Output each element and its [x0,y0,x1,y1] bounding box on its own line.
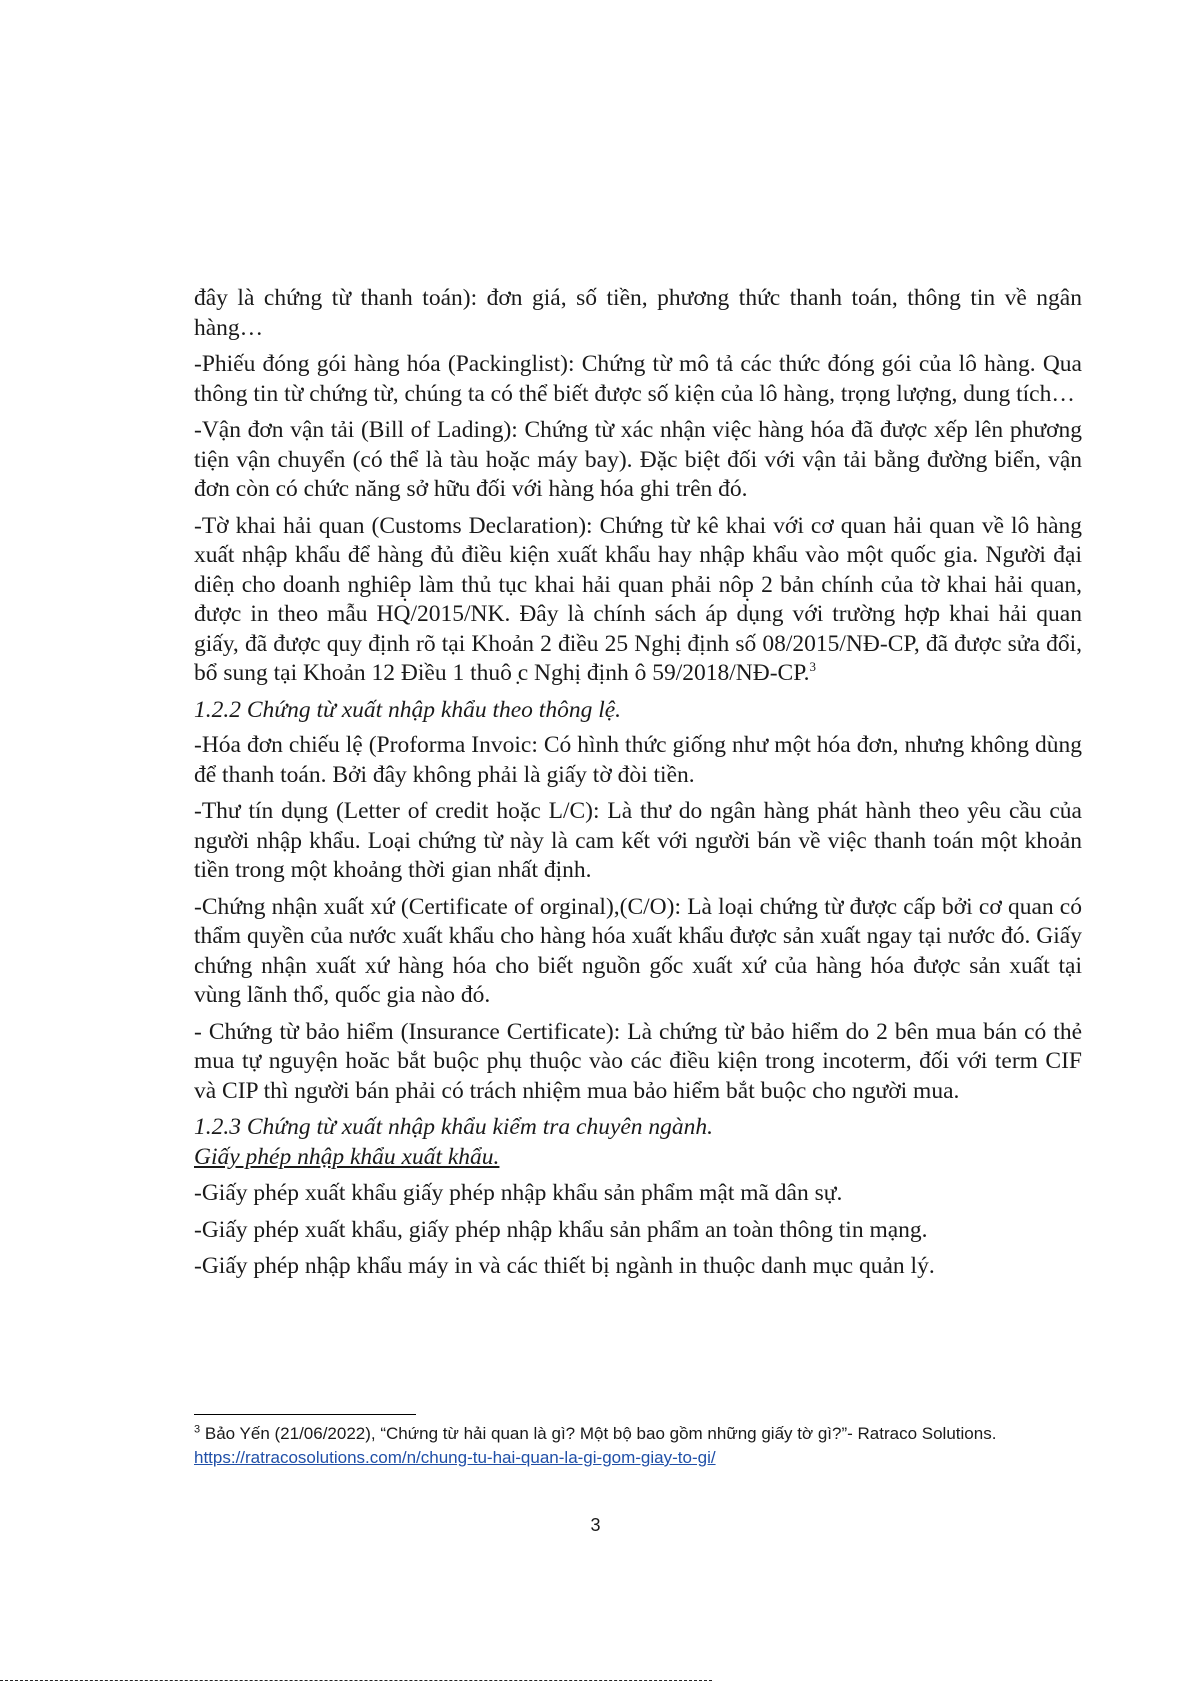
section-heading-1-2-3: 1.2.3 Chứng từ xuất nhập khẩu kiểm tra chuyên ngành. [194,1114,714,1140]
customs-declaration-text: -Tờ khai hải quan (Customs Declaration): Chứng từ kê khai với cơ quan hải quan về lô hàng xuất nhập khẩu để hàng đủ điều kiện xuất khẩu hay nhập khẩu vào một quốc gia. Người đại diêṇ cho doanh nghiêp̣ làm thủ tục khai hải quan phải nôp̣ 2 bản chính của tờ khai hải quan, được in theo mẫu HQ/2015/NK. Đây là chính sách áp dụng với trường hợp khai hải quan giấy, đã được quy định rõ tại Khoản 2 điều 25 Nghị định số 08/2015/NĐ-CP, đã được sửa đổi, bổ sung tại Khoản 12 Điều 1 thuô ̣c Nghị định ô 59/2018/NĐ-CP. [194,512,1082,686]
footnote-citation [194,1422,1094,1446]
paragraph-license-printing-equipment: -Giấy phép nhập khẩu máy in và các thiết bị ngành in thuộc danh mục quản lý. [194,1253,935,1279]
footnote-marker: 3 [194,1423,201,1436]
paragraph-customs-declaration [194,512,1082,689]
footnote-separator [194,1414,416,1415]
page-bottom-rule [0,1680,712,1681]
paragraph-letter-of-credit: -Thư tín dụng (Letter of credit hoặc L/C): Là thư do ngân hàng phát hành theo yêu cầu của người nhập khẩu. Loại chứng từ này là cam kết với người bán về việc thanh toán một khoản tiền trong một khoảng thời gian nhất định. [194,798,1082,883]
paragraph-license-civil-crypto: -Giấy phép xuất khẩu giấy phép nhập khẩu sản phẩm mật mã dân sự. [194,1180,843,1206]
footnote-reference[interactable]: 3 [809,659,817,675]
paragraph-license-network-security: -Giấy phép xuất khẩu, giấy phép nhập khẩu sản phẩm an toàn thông tin mạng. [194,1216,928,1243]
body-text [194,284,1082,1289]
section-heading-1-2-2: 1.2.2 Chứng từ xuất nhập khẩu theo thông lệ. [194,696,622,723]
footnote-text: Bảo Yến (21/06/2022), “Chứng từ hải quan là gì? Một bộ bao gồm những giấy tờ gì?”- Ratraco Solutions. [204,1424,997,1443]
subheading-import-export-license: Giấy phép nhập khẩu xuất khẩu. [194,1143,500,1170]
paragraph-bill-of-lading: -Vận đơn vận tải (Bill of Lading): Chứng từ xác nhận việc hàng hóa đã được xếp lên phương tiện vận chuyển (có thể là tàu hoặc máy bay). Đặc biệt đối với vận tải bằng đường biển, vận đơn còn có chức năng sở hữu đối với hàng hóa ghi trên đó. [194,417,1082,502]
paragraph-insurance-certificate: - Chứng từ bảo hiểm (Insurance Certificate): Là chứng từ bảo hiểm do 2 bên mua bán có thẻ mua tự nguyện hoăc bắt buộc phụ thuộc vào các điều kiện trong incoterm, đối với term CIF và CIP thì người bán phải có trách nhiệm mua bảo hiểm bắt buộc cho người mua. [194,1018,1082,1104]
paragraph-proforma-invoice: -Hóa đơn chiếu lệ (Proforma Invoic: Có hình thức giống như một hóa đơn, nhưng không dùng để thanh toán. Bởi đây không phải là giấy tờ đòi tiền. [194,732,1082,788]
paragraph-payment-invoice-continued: đây là chứng từ thanh toán): đơn giá, số tiền, phương thức thanh toán, thông tin về ngân hàng… [194,285,1082,341]
page-number: 3 [590,1515,601,1535]
paragraph-certificate-of-origin: -Chứng nhận xuất xứ (Certificate of orginal),(C/O): Là loại chứng từ được cấp bởi cơ quan có thẩm quyền của nước xuất khẩu cho hàng hóa xuất khẩu được sản xuất ngay tại nước đó. Giấy chứng nhận xuất xứ hàng hóa cho biết nguồn gốc xuất xứ của hàng hóa được sản xuất tại vùng lãnh thổ, quốc gia nào đó. [194,893,1082,1008]
footnote-link[interactable]: https://ratracosolutions.com/n/chung-tu-hai-quan-la-gi-gom-giay-to-gi/ [194,1448,716,1467]
footnote [194,1422,1094,1470]
paragraph-packing-list: -Phiếu đóng gói hàng hóa (Packinglist): Chứng từ mô tả các thức đóng gói của lô hàng. Qua thông tin từ chứng từ, chúng ta có thể biết được số kiện của lô hàng, trọng lượng, dung tích… [194,351,1082,407]
